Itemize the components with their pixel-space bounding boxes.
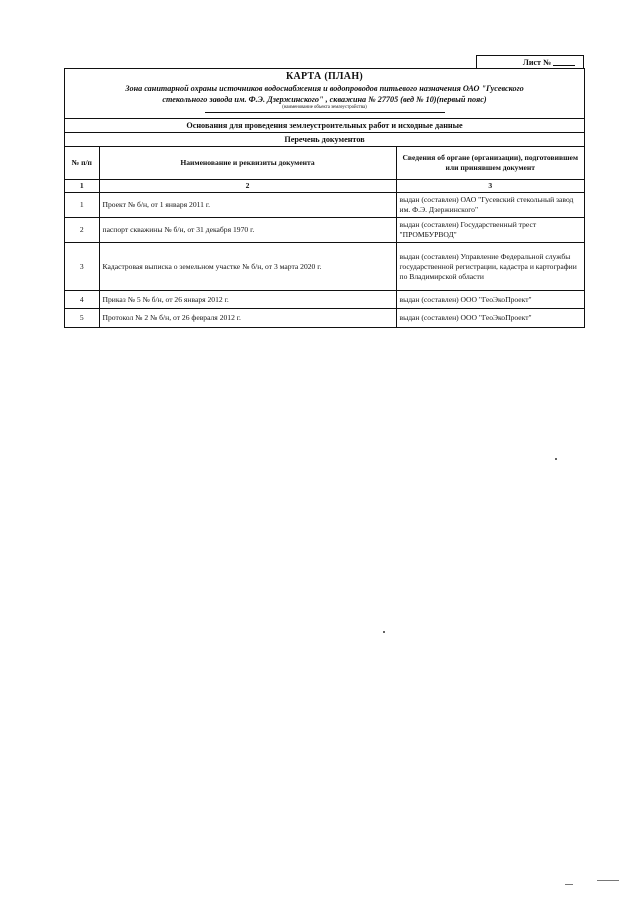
row-number: 4 <box>65 291 99 309</box>
scan-mark <box>597 880 619 881</box>
row-document: Протокол № 2 № б/н, от 26 февраля 2012 г. <box>99 309 396 327</box>
row-document: Проект № б/н, от 1 января 2011 г. <box>99 193 396 218</box>
scan-speck <box>555 458 557 460</box>
table-row <box>65 193 584 218</box>
header-organization: Сведения об органе (организации), подготовившем или принявшем документ <box>396 147 584 180</box>
document-frame <box>64 68 585 328</box>
section-basis: Основания для проведения землеустроительных работ и исходные данные <box>65 118 584 132</box>
row-organization: выдан (составлен) ООО "ГеоЭкоПроект" <box>396 291 584 309</box>
row-document: Приказ № 5 № б/н, от 26 января 2012 г. <box>99 291 396 309</box>
row-number: 1 <box>65 193 99 218</box>
numbering-3: 3 <box>396 180 584 193</box>
table-row <box>65 218 584 243</box>
header-document: Наименование и реквизиты документа <box>99 147 396 180</box>
sheet-number-label: Лист № <box>522 58 551 67</box>
row-organization: выдан (составлен) Государственный трест "ПРОМБУРВОД" <box>396 218 584 243</box>
section-document-list: Перечень документов <box>65 132 584 146</box>
numbering-1: 1 <box>65 180 99 193</box>
documents-table <box>65 146 584 327</box>
row-document: паспорт скважины № б/н, от 31 декабря 1970 г. <box>99 218 396 243</box>
row-document: Кадастровая выписка о земельном участке № б/н, от 3 марта 2020 г. <box>99 243 396 291</box>
sheet-number-box <box>476 55 584 68</box>
row-number: 2 <box>65 218 99 243</box>
document-header <box>65 71 584 113</box>
table-numbering-row <box>65 180 584 193</box>
object-caption: (наименование объекта землеустройства) <box>205 105 445 113</box>
table-row <box>65 243 584 291</box>
table-header-row <box>65 147 584 180</box>
row-number: 5 <box>65 309 99 327</box>
numbering-2: 2 <box>99 180 396 193</box>
document-title: КАРТА (ПЛАН) <box>285 71 364 82</box>
row-organization: выдан (составлен) ОАО "Гусевский стекольный завод им. Ф.Э. Дзержинского" <box>396 193 584 218</box>
header-number: № п/п <box>65 147 99 180</box>
scan-speck <box>383 631 385 633</box>
row-number: 3 <box>65 243 99 291</box>
zone-description <box>65 82 584 105</box>
zone-description-line-1: Зона санитарной охраны источников водоснабжения и водопроводов питьевого назначения ОАО "Гусевского <box>125 84 524 93</box>
zone-description-line-2: стекольного завода им. Ф.Э. Дзержинского" , скважина № 27705 (вед № 10)(первый пояс) <box>162 95 487 104</box>
row-organization: выдан (составлен) ООО "ГеоЭкоПроект" <box>396 309 584 327</box>
table-row <box>65 309 584 327</box>
scan-mark <box>565 884 573 885</box>
sheet-number-blank <box>553 57 575 66</box>
table-row <box>65 291 584 309</box>
row-organization: выдан (составлен) Управление Федеральной службы государственной регистрации, кадастра и картографии по Владимирской области <box>396 243 584 291</box>
